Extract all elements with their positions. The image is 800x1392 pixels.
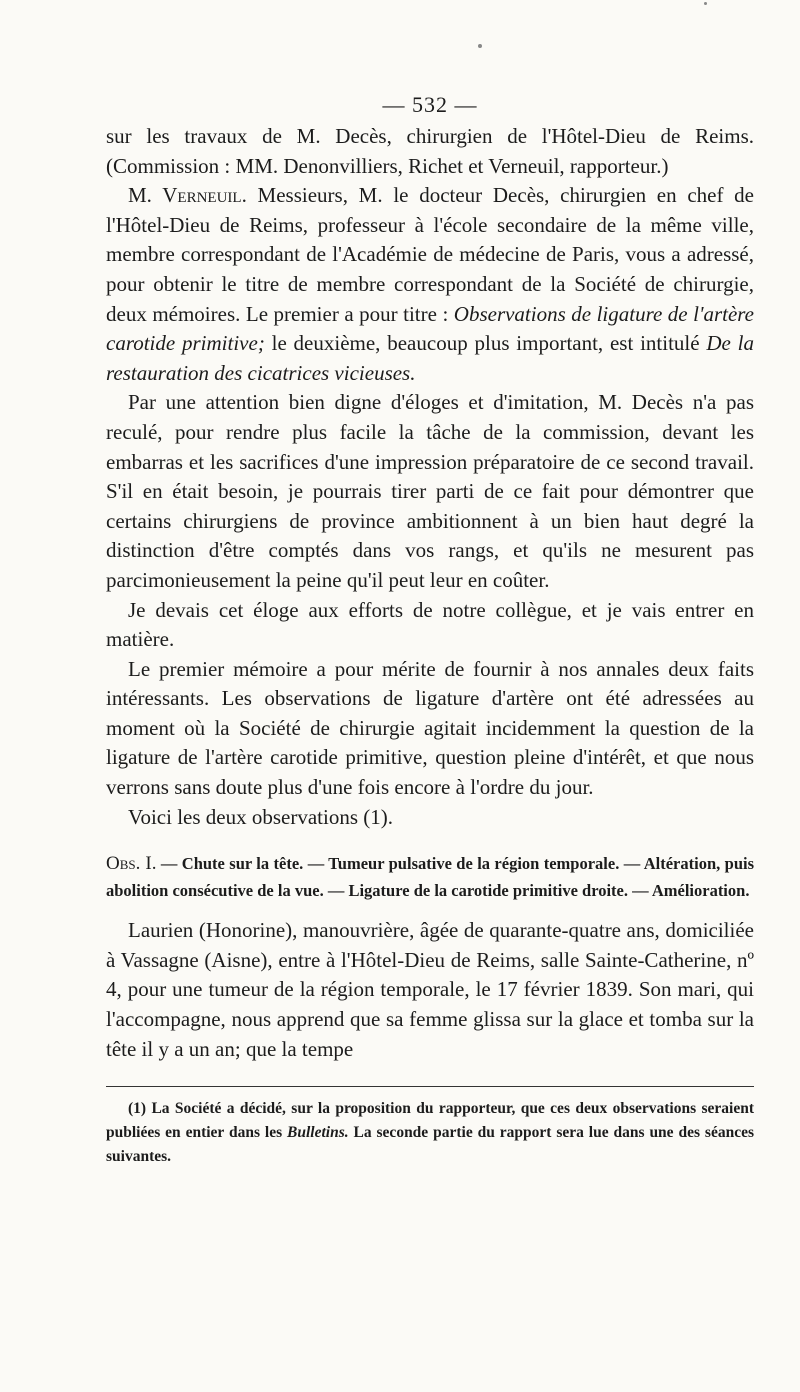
paragraph: Je devais cet éloge aux efforts de notre collègue, et je vais entrer en matière. xyxy=(106,597,754,652)
footnote-text: La seconde partie du rapport sera lue dans une des séances suivantes. xyxy=(106,1124,754,1166)
observation-title: — Chute sur la tête. — Tumeur pulsative de la région temporale. — Altération, puis abolition consécutive de la vue. — Ligature de la carotide primitive droite. — Amélioration. xyxy=(106,854,755,901)
footnote xyxy=(106,1097,754,1169)
paragraph: Laurien (Honorine), manouvrière, âgée de quarante-quatre ans, domiciliée à Vassagne (Aisne), entre à l'Hôtel-Dieu de Reims, salle Sainte-Catherine, nº 4, pour une tumeur de la région temporale, le 17 février 1839. Son mari, qui l'accompagne, nous apprend que sa femme glissa sur la glace et tomba sur la tête il y a un an; que la tempe xyxy=(106,918,754,1061)
speaker-name: M. Verneuil. xyxy=(128,183,247,208)
paragraph: Le premier mémoire a pour mérite de fournir à nos annales deux faits intéressants. Les observations de ligature d'artère ont été adressées au moment où la Société de chirurgie agitait incidemment la question de la ligature de l'artère carotide primitive, question pleine d'intérêt, et que nous verrons sans doute plus d'une fois encore à l'ordre du jour. xyxy=(106,656,754,800)
paragraph-text: le deuxième, beaucoup plus important, est intitulé xyxy=(264,331,707,356)
paper-speck xyxy=(478,44,482,48)
footnote-text: (1) La Société a décidé, sur la proposition du rapporteur, que ces deux observations seraient publiées en entier dans les xyxy=(106,1100,754,1142)
observation-heading xyxy=(106,850,754,904)
paragraph: Par une attention bien digne d'éloges et d'imitation, M. Decès n'a pas reculé, pour rendre plus facile la tâche de la commission, devant les embarras et les sacrifices d'une impression préparatoire de ce second travail. S'il en était besoin, je pourrais tirer parti de ce fait pour démontrer que certains chirurgiens de province ambitionnent à un bien haut degré la distinction d'être comptés dans vos rangs, et qu'ils ne mesurent pas parcimonieusement la peine qu'il peut leur en coûter. xyxy=(106,390,754,592)
paragraph-text: Messieurs, M. le docteur Decès, chirurgien en chef de l'Hôtel-Dieu de Reims, professeur à l'école secondaire de la même ville, membre correspondant de l'Académie de médecine de Paris, vous a adressé, pour obtenir le titre de membre correspondant de la Société de chirurgie, deux mémoires. Le premier a pour titre : xyxy=(106,183,754,326)
footnote-rule xyxy=(106,1086,754,1087)
page-body xyxy=(106,122,754,832)
memoir-title-2: De la restauration des cicatrices vicieuses. xyxy=(106,331,755,385)
page-number: — 532 — xyxy=(382,92,478,117)
observation-body xyxy=(106,916,754,1064)
memoir-title-1: Observations de ligature de l'artère carotide primitive; xyxy=(106,301,754,356)
intro-paragraph: sur les travaux de M. Decès, chirurgien de l'Hôtel-Dieu de Reims. (Commission : MM. Denonvilliers, Richet et Verneuil, rapporteur.) xyxy=(106,124,754,178)
observation-label: Obs. I. xyxy=(106,853,157,875)
paragraph: Voici les deux observations (1). xyxy=(128,804,393,829)
book-page xyxy=(106,92,754,1169)
verneuil-paragraph xyxy=(106,181,754,388)
paper-speck xyxy=(704,2,707,5)
footnote-italic: Bulletins. xyxy=(287,1124,349,1142)
